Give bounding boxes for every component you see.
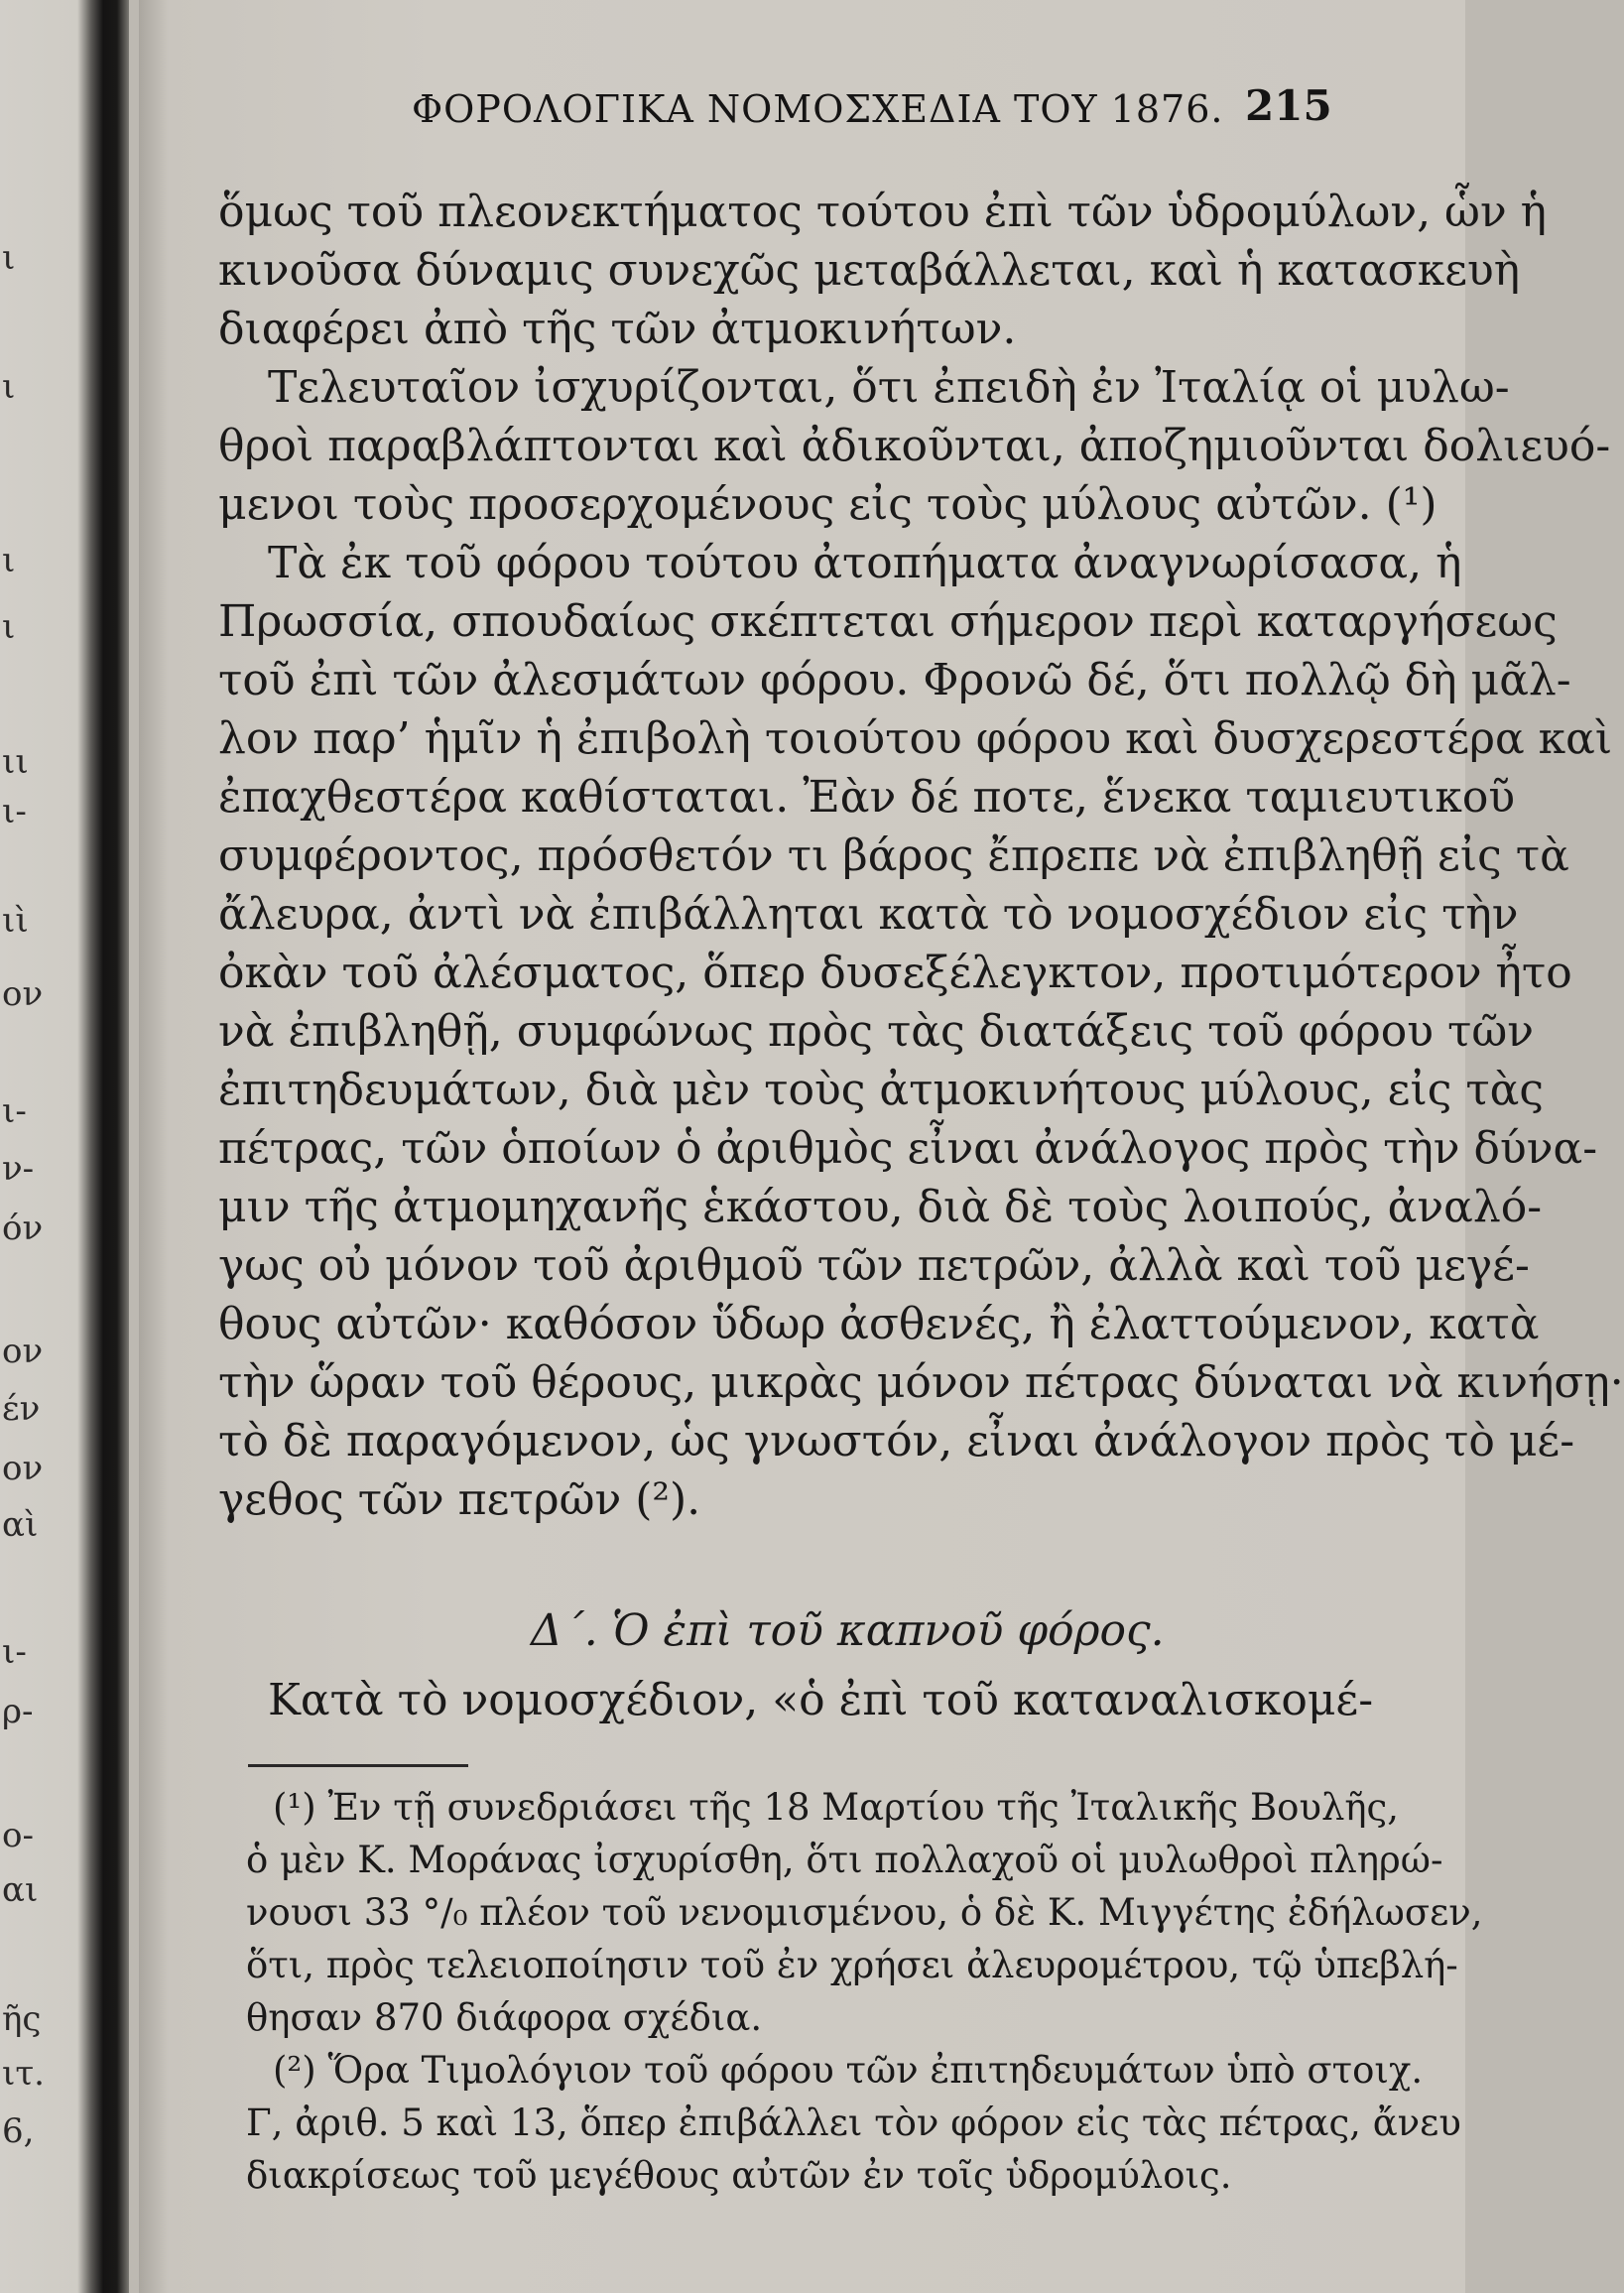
body-line: μενοι τοὺς προσερχομένους εἰς τοὺς μύλους αὐτῶν. (¹) <box>218 479 1437 530</box>
margin-fragment: 6, <box>2 2111 35 2151</box>
margin-fragment: ν- <box>2 1149 35 1189</box>
running-title: ΦΟΡΟΛΟΓΙΚΑ ΝΟΜΟΣΧΕΔΙΑ ΤΟΥ 1876. <box>412 87 1224 131</box>
body-line: ὀκὰν τοῦ ἀλέσματος, ὅπερ δυσεξέλεγκτον, προτιμότερον ἦτο <box>218 948 1572 998</box>
margin-fragment: ι <box>2 238 16 278</box>
body-line: διαφέρει ἀπὸ τῆς τῶν ἀτμοκινήτων. <box>218 304 1017 354</box>
footnote-line: ὁ μὲν Κ. Μοράνας ἰσχυρίσθη, ὅτι πολλαχοῦ οἱ μυλωθροὶ πληρώ- <box>246 1839 1443 1881</box>
margin-fragment: ον <box>2 1332 44 1371</box>
footnote-line: Γ, ἀριθ. 5 καὶ 13, ὅπερ ἐπιβάλλει τὸν φόρον εἰς τὰς πέτρας, ἄνευ <box>246 2102 1461 2144</box>
body-line: θροὶ παραβλάπτονται καὶ ἀδικοῦνται, ἀποζημιοῦνται δολιευό- <box>218 421 1611 471</box>
margin-fragment: αὶ <box>2 1505 39 1545</box>
paragraph-start-line: Τελευταῖον ἰσχυρίζονται, ὅτι ἐπειδὴ ἐν Ἰταλίᾳ οἱ μυλω- <box>268 362 1510 413</box>
body-line: λον παρ’ ἡμῖν ἡ ἐπιβολὴ τοιούτου φόρου καὶ δυσχερεστέρα καὶ <box>218 713 1613 764</box>
body-line: ὅμως τοῦ πλεονεκτήματος τούτου ἐπὶ τῶν ὑδρομύλων, ὧν ἡ <box>218 187 1548 237</box>
body-line: ἄλευρα, ἀντὶ νὰ ἐπιβάλληται κατὰ τὸ νομοσχέδιον εἰς τὴν <box>218 889 1519 940</box>
footnote-rule <box>248 1764 468 1767</box>
margin-fragment: ι <box>2 367 16 407</box>
footnote-line: θησαν 870 διάφορα σχέδια. <box>246 1996 763 2039</box>
body-line: γεθος τῶν πετρῶν (²). <box>218 1474 701 1525</box>
margin-fragment: έν <box>2 1389 41 1429</box>
footnote-line: ὅτι, πρὸς τελειοποίησιν τοῦ ἐν χρήσει ἀλευρομέτρου, τῷ ὑπεβλή- <box>246 1944 1458 1986</box>
margin-fragment: ι <box>2 607 16 647</box>
paragraph-start-line: Κατὰ τὸ νομοσχέδιον, «ὁ ἐπὶ τοῦ καταναλισκομέ- <box>268 1675 1374 1725</box>
paragraph-start-line: Τὰ ἐκ τοῦ φόρου τούτου ἀτοπήματα ἀναγνωρίσασα, ἡ <box>268 538 1462 588</box>
footnote-line: (²) Ὅρα Τιμολόγιον τοῦ φόρου τῶν ἐπιτηδευμάτων ὑπὸ στοιχ. <box>273 2049 1424 2092</box>
footnote-line: νουσι 33 °/₀ πλέον τοῦ νενομισμένου, ὁ δὲ Κ. Μιγγέτης ἐδήλωσεν, <box>246 1891 1483 1934</box>
body-line: συμφέροντος, πρόσθετόν τι βάρος ἔπρεπε νὰ ἐπιβληθῇ εἰς τὰ <box>218 830 1569 881</box>
body-line: τοῦ ἐπὶ τῶν ἀλεσμάτων φόρου. Φρονῶ δέ, ὅτι πολλῷ δὴ μᾶλ- <box>218 655 1571 705</box>
body-line: τὸ δὲ παραγόμενον, ὡς γνωστόν, εἶναι ἀνάλογον πρὸς τὸ μέ- <box>218 1416 1575 1466</box>
body-line: πέτρας, τῶν ὁποίων ὁ ἀριθμὸς εἶναι ἀνάλογος πρὸς τὴν δύνα- <box>218 1123 1598 1174</box>
footnote-line: (¹) Ἐν τῇ συνεδριάσει τῆς 18 Μαρτίου τῆς Ἰταλικῆς Βουλῆς, <box>273 1786 1400 1829</box>
margin-fragment: ον <box>2 974 44 1014</box>
section-subheading: Δ΄. Ὁ ἐπὶ τοῦ καπνοῦ φόρος. <box>531 1605 1165 1656</box>
margin-fragment: ιι <box>2 742 29 782</box>
body-line: μιν τῆς ἀτμομηχανῆς ἑκάστου, διὰ δὲ τοὺς λοιπούς, ἀναλό- <box>218 1182 1543 1232</box>
margin-fragment: ι- <box>2 792 27 831</box>
book-page <box>139 0 1624 2293</box>
left-page-margin-fragments <box>0 0 79 2293</box>
body-line: νὰ ἐπιβληθῇ, συμφώνως πρὸς τὰς διατάξεις τοῦ φόρου τῶν <box>218 1006 1534 1057</box>
margin-fragment: ι <box>2 541 16 580</box>
body-line: ἐπιτηδευμάτων, διὰ μὲν τοὺς ἀτμοκινήτους μύλους, εἰς τὰς <box>218 1065 1545 1115</box>
body-line: τὴν ὥραν τοῦ θέρους, μικρὰς μόνον πέτρας δύναται νὰ κινήσῃ· <box>218 1357 1624 1408</box>
page-number: 215 <box>1245 81 1332 130</box>
margin-fragment: ιτ. <box>2 2054 45 2094</box>
footnote-line: διακρίσεως τοῦ μεγέθους αὐτῶν ἐν τοῖς ὑδρομύλοις. <box>246 2154 1232 2197</box>
body-line: Πρωσσία, σπουδαίως σκέπτεται σήμερον περὶ καταργήσεως <box>218 596 1558 647</box>
margin-fragment: ι- <box>2 1632 27 1672</box>
margin-fragment: ι- <box>2 1091 27 1131</box>
margin-fragment: ιὶ <box>2 901 29 941</box>
margin-fragment: όν <box>2 1209 44 1248</box>
margin-fragment: ον <box>2 1449 44 1488</box>
body-line: γως οὐ μόνον τοῦ ἀριθμοῦ τῶν πετρῶν, ἀλλὰ καὶ τοῦ μεγέ- <box>218 1240 1530 1291</box>
margin-fragment: αι <box>2 1870 39 1910</box>
margin-fragment: ῆς <box>2 1999 42 2039</box>
body-line: κινοῦσα δύναμις συνεχῶς μεταβάλλεται, καὶ ἡ κατασκευὴ <box>218 245 1521 296</box>
margin-fragment: ρ- <box>2 1692 34 1731</box>
body-line: ἐπαχθεστέρα καθίσταται. Ἐὰν δέ ποτε, ἕνεκα ταμιευτικοῦ <box>218 772 1516 823</box>
body-line: θους αὐτῶν· καθόσον ὕδωρ ἀσθενές, ἢ ἐλαττούμενον, κατὰ <box>218 1299 1540 1349</box>
margin-fragment: ο- <box>2 1816 34 1855</box>
